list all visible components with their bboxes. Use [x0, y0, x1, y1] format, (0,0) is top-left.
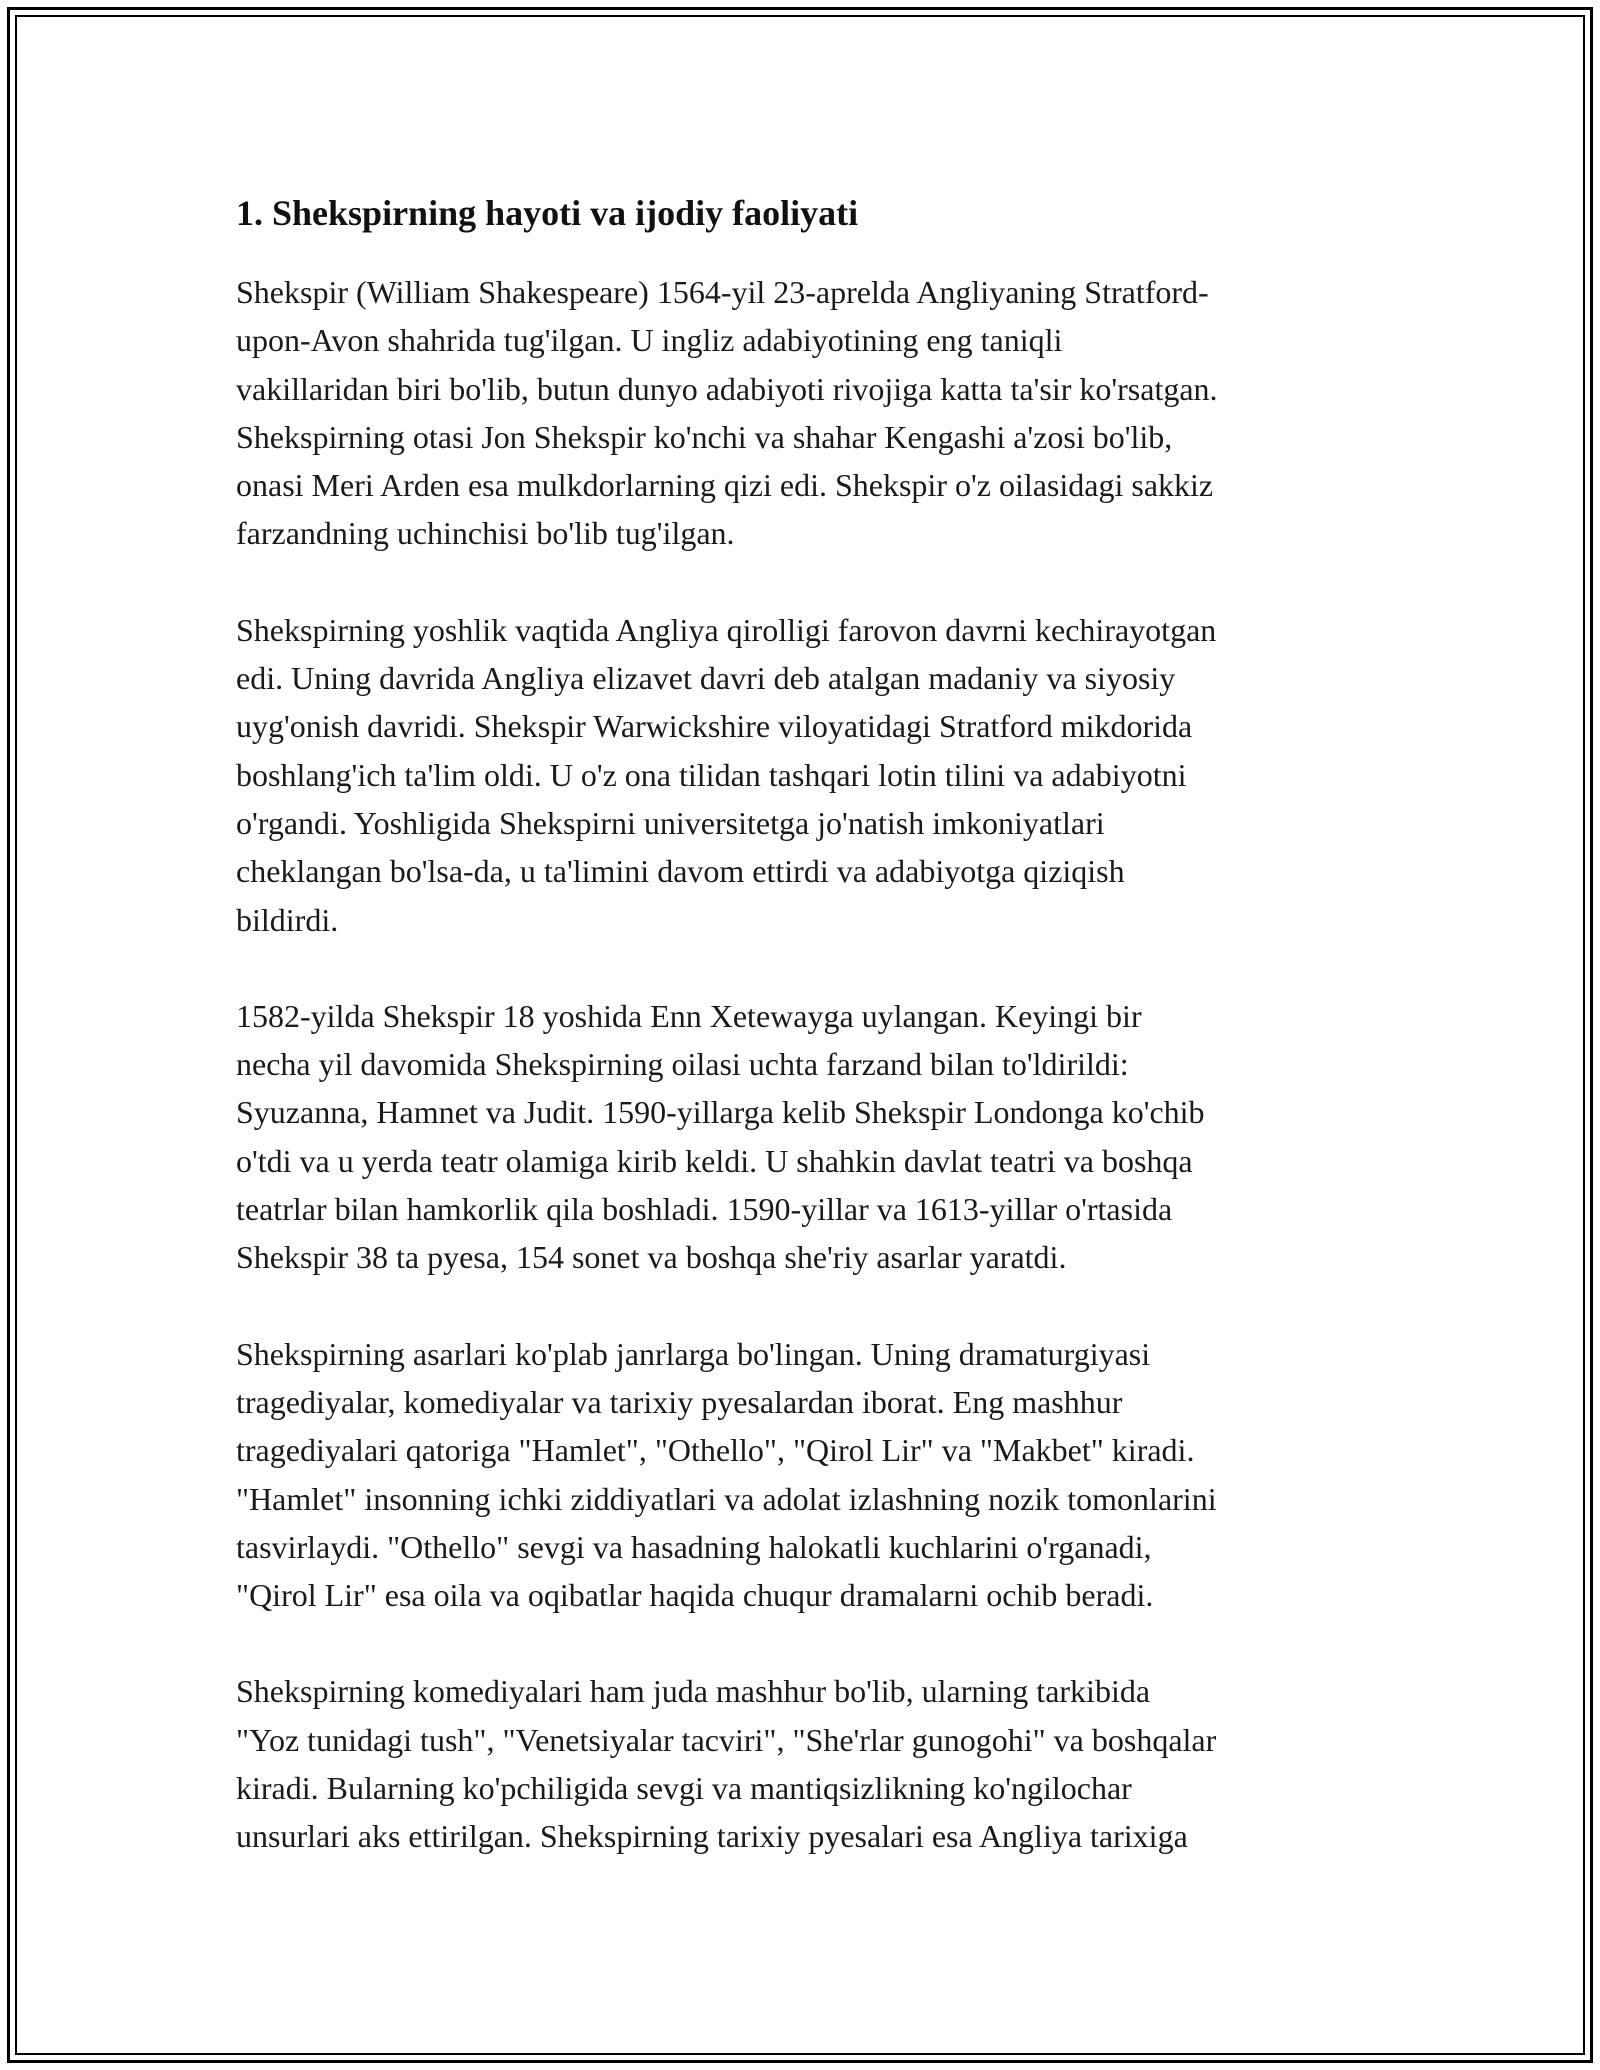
text-line: "Yoz tunidagi tush", "Venetsiyalar tacviri", "She'rlar gunogohi" va boshqalar	[236, 1721, 1217, 1758]
text-line: upon-Avon shahrida tug'ilgan. U ingliz adabiyotining eng taniqli	[236, 322, 1063, 359]
text-line: bildirdi.	[236, 901, 339, 938]
paragraph-3	[236, 992, 1376, 1282]
paragraph-5	[236, 1667, 1376, 1860]
text-line: 1582-yilda Shekspir 18 yoshida Enn Xetewayga uylangan. Keyingi bir	[236, 997, 1142, 1034]
text-line: Shekspir 38 ta pyesa, 154 sonet va boshqa she'riy asarlar yaratdi.	[236, 1239, 1067, 1276]
text-line: o'rgandi. Yoshligida Shekspirni universitetga jo'natish imkoniyatlari	[236, 804, 1105, 841]
text-line: necha yil davomida Shekspirning oilasi uchta farzand bilan to'ldirildi:	[236, 1046, 1129, 1083]
text-line: teatrlar bilan hamkorlik qila boshladi. 1590-yillar va 1613-yillar o'rtasida	[236, 1191, 1173, 1228]
paragraph-2	[236, 606, 1376, 944]
text-line: Shekspir (William Shakespeare) 1564-yil 23-aprelda Angliyaning Stratford-	[236, 274, 1209, 310]
text-line: Shekspirning otasi Jon Shekspir ko'nchi va shahar Kengashi a'zosi bo'lib,	[236, 418, 1173, 455]
text-line: vakillaridan biri bo'lib, butun dunyo adabiyoti rivojiga katta ta'sir ko'rsatgan.	[236, 370, 1218, 407]
paragraph-4	[236, 1330, 1376, 1620]
text-line: kiradi. Bularning ko'pchiligida sevgi va mantiqsizlikning ko'ngilochar	[236, 1770, 1132, 1807]
text-line: Shekspirning komediyalari ham juda mashhur bo'lib, ularning tarkibida	[236, 1673, 1151, 1710]
text-line: Shekspirning yoshlik vaqtida Angliya qirolligi farovon davrni kechirayotgan	[236, 611, 1217, 648]
document-body	[236, 188, 1376, 1909]
text-line: o'tdi va u yerda teatr olamiga kirib keldi. U shahkin davlat teatri va boshqa	[236, 1142, 1193, 1179]
text-line: tasvirlaydi. "Othello" sevgi va hasadning halokatli kuchlarini o'rganadi,	[236, 1528, 1152, 1565]
text-line: edi. Uning davrida Angliya elizavet davri deb atalgan madaniy va siyosiy	[236, 660, 1176, 697]
text-line: tragediyalari qatoriga "Hamlet", "Othello", "Qirol Lir" va "Makbet" kiradi.	[236, 1432, 1195, 1469]
text-line: tragediyalar, komediyalar va tarixiy pyesalardan iborat. Eng mashhur	[236, 1383, 1123, 1420]
text-line: uyg'onish davridi. Shekspir Warwickshire viloyatidagi Stratford mikdorida	[236, 708, 1193, 745]
text-line: Syuzanna, Hamnet va Judit. 1590-yillarga kelib Shekspir Londonga ko'chib	[236, 1094, 1205, 1131]
text-line: Shekspirning asarlari ko'plab janrlarga bo'lingan. Uning dramaturgiyasi	[236, 1335, 1151, 1372]
text-line: boshlang'ich ta'lim oldi. U o'z ona tilidan tashqari lotin tilini va adabiyotni	[236, 756, 1187, 793]
text-line: onasi Meri Arden esa mulkdorlarning qizi edi. Shekspir o'z oilasidagi sakkiz	[236, 467, 1214, 504]
section-title: 1. Shekspirning hayoti va ijodiy faoliyati	[236, 193, 859, 233]
text-line: "Qirol Lir" esa oila va oqibatlar haqida chuqur dramalarni ochib beradi.	[236, 1577, 1154, 1614]
text-line: unsurlari aks ettirilgan. Shekspirning tarixiy pyesalari esa Angliya tarixiga	[236, 1818, 1188, 1855]
text-line: farzandning uchinchisi bo'lib tug'ilgan.	[236, 515, 735, 552]
text-line: "Hamlet" insonning ichki ziddiyatlari va adolat izlashning nozik tomonlarini	[236, 1480, 1217, 1517]
text-line: cheklangan bo'lsa-da, u ta'limini davom ettirdi va adabiyotga qiziqish	[236, 853, 1125, 890]
paragraph-1	[236, 268, 1376, 558]
